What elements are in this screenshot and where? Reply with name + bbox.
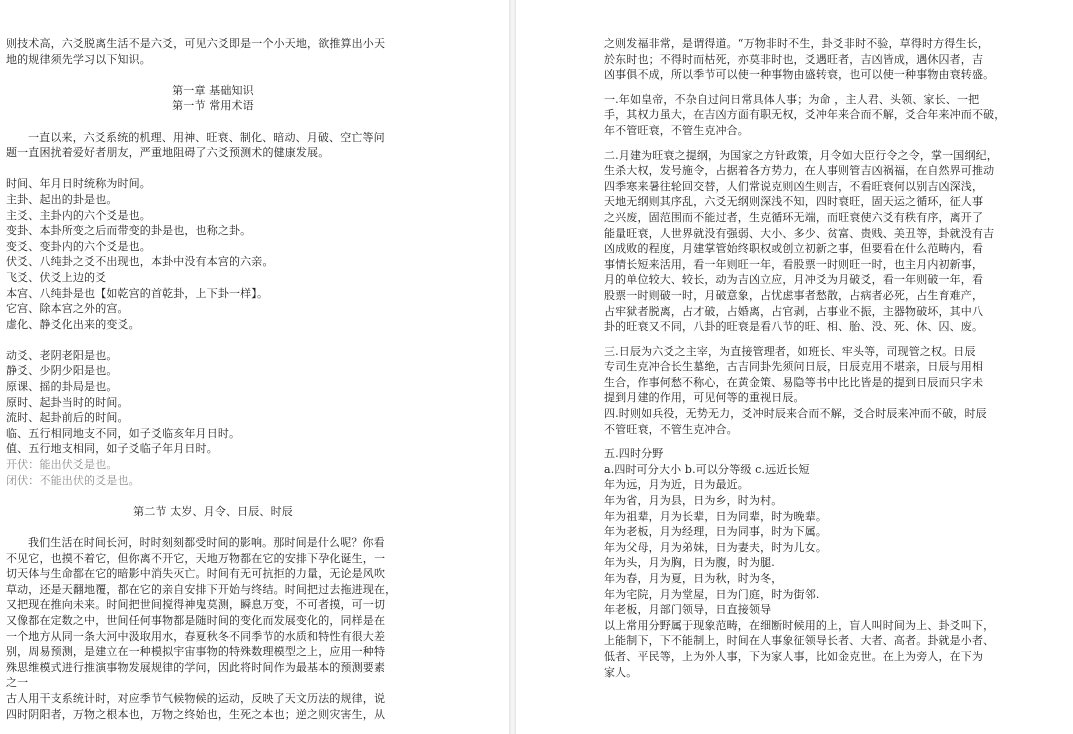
paragraph-line: 不管旺衰，不管生克冲合。	[604, 422, 738, 436]
term-item: 飞爻、伏爻上边的爻	[6, 270, 107, 284]
list-item: 年为春，月为夏，日为秋，时为冬，	[604, 572, 783, 585]
paragraph-line: 切天体与生命都在它的暗影中消失灭亡。时间有无可抗拒的力量，无论是风吹	[6, 567, 386, 581]
paragraph-line: 不见它，也摸不着它，但你离不开它，天地万物都在它的安排下孕化诞生，一	[6, 551, 386, 565]
paragraph-line: 上能制下，下不能制上，时间在人事象征领导长者、大者、高者。卦就是小者、	[604, 634, 995, 648]
term-item: 值、五行地支相同，如子爻临子年月日时。	[6, 442, 218, 456]
term-item: 它宫、除本宫之外的宫。	[6, 302, 129, 316]
term-item: 原时、起卦当时的时间。	[6, 395, 129, 409]
paragraph-line: 三.日辰为六爻之主宰，为直接管理者，如班长、牢头等，司现管之权。日辰	[604, 344, 976, 358]
list-item: 年为省，月为县，日为乡，时为村。	[604, 494, 783, 508]
list-item: 年为远，月为近，日为最近。	[604, 478, 749, 492]
paragraph-line: 能量旺衰，人世界就没有强弱、大小、多少、贫富、贵贱、美丑等，卦就没有吉	[604, 226, 995, 240]
term-item: 主卦、起出的卦是也。	[6, 192, 118, 206]
section-heading: 五.四时分野	[604, 447, 664, 461]
paragraph-line: 草动，还是天翻地覆，都在它的亲自安排下开始与终结。时间把过去拖进现在，	[6, 582, 397, 596]
page-gutter	[509, 0, 516, 734]
paragraph-line: 股票一时则破一时，月破意象，占忧虑事者愁散，占病者必死，占生育难产，	[604, 288, 984, 302]
list-item: 年为父母，月为弟妹，日为妻夫，时为儿女。	[604, 540, 827, 554]
paragraph-line: 之则发福非常，是谓得道。“万物非时不生，卦爻非时不验，草得时方得生长，	[604, 37, 989, 50]
term-item: 变爻、变卦内的六个爻是也。	[6, 239, 151, 253]
paragraph-line: 於东时也；不得时而枯死，亦莫非时也，爻遇旺者，吉凶皆成，遇休囚者，吉	[604, 52, 984, 66]
term-item: 时间、年月日时统称为时间。	[6, 177, 151, 191]
paragraph-line: 事情长短来活用，看一年则旺一年，看股票一时则旺一时，也主月内初新事，	[604, 257, 984, 271]
paragraph-line: 四时阴阳者，万物之根本也，万物之终始也，生死之本也；逆之则灾害生，从	[6, 707, 386, 721]
list-item: 年为祖辈，月为长辈，日为同辈，时为晚辈。	[604, 509, 827, 523]
intro-line: 则技术高，六爻脱离生活不是六爻，可见六爻即是一个小天地，欲推算出小天	[6, 37, 386, 50]
chapter-title: 第一章 基础知识	[172, 83, 254, 97]
paragraph-line: 我们生活在时间长河，时时刻刻都受时间的影响。那时间是什么呢？你看	[28, 536, 385, 549]
term-item: 静爻、少阴少阳是也。	[6, 364, 118, 378]
paragraph-line: 占牢狱者脱离，占才破，占婚离，占官剥，占事业不振，主器物破坏，其中八	[604, 304, 984, 318]
paragraph-line: 一直以来，六爻系统的机理、用神、旺衰、制化、暗动、月破、空亡等问	[28, 130, 385, 144]
paragraph-line: 生杀大权，发号施令，占据着各方势力，在人事则管吉凶祸福，在自然界可推动	[604, 164, 995, 178]
list-item: 年老板，月部门领导，日直接领导	[604, 603, 772, 617]
right-page	[516, 0, 1073, 734]
paragraph-line: 题一直困扰着爱好者朋友，严重地阻碍了六爻预测术的健康发展。	[6, 146, 330, 160]
paragraph-line: 别，周易预测，是建立在一种模拟宇宙事物的特殊数理模型之上，应用一种特	[6, 645, 386, 659]
list-item: 年为宅院，月为堂屋，日为门庭，时为街邻.	[604, 587, 820, 601]
paragraph-line: 凶成败的程度，月建掌管始终职权或创立初新之事，但要看在什么范畴内，看	[604, 242, 984, 256]
paragraph-line: 一个地方从同一条大河中汲取用水，春夏秋冬不同季节的水质和特性有很大差	[6, 629, 386, 643]
intro-line: 地的规律须先学习以下知识。	[6, 52, 151, 66]
section-subheading: a.四时可分大小 b.可以分等级 c.远近长短	[604, 462, 810, 476]
list-item: 年为老板，月为经理，日为同事，时为下属。	[604, 525, 827, 539]
left-text-column	[6, 36, 420, 722]
paragraph-line: 二.月建为旺衰之提纲，为国家之方针政策，月令如大臣行令之令，掌一国纲纪，	[604, 148, 998, 162]
paragraph-line: 又把现在推向未来。时间把世间搅得神鬼莫测，瞬息万变，不可者摸，可一切	[6, 598, 386, 612]
paragraph-line: 卦的旺衰又不同，八卦的旺衰是看八节的旺、相、胎、没、死、休、囚、废。	[604, 320, 984, 334]
paragraph-line: 年不管旺衰，不管生克冲合。	[604, 123, 749, 137]
paragraph-line: 专司生克冲合长生墓绝，古吉同卦先须问日辰，日辰克用不堪亲，日辰与用相	[604, 360, 984, 374]
paragraph-line: 又像都在定数之中，世间任何事物都是随时间的变化而发展变化的，同样是在	[6, 613, 386, 627]
term-item: 原课、摇的卦局是也。	[6, 380, 118, 394]
term-item: 本宫、八纯卦是也【如乾宫的首乾卦，上下卦一样】。	[6, 286, 269, 300]
term-item-grey: 闭伏：不能出伏的爻是也。	[6, 473, 140, 487]
left-page	[0, 0, 509, 734]
paragraph-line: 提到月建的作用，可见何等的重视日辰。	[604, 391, 805, 405]
right-text-column	[604, 36, 1036, 680]
section-title: 第一节 常用术语	[172, 99, 254, 113]
paragraph-line: 凶事俱不成，所以季节可以使一种事物由盛转衰，也可以使一种事物由衰转盛。	[604, 68, 995, 82]
term-item: 临、五行相同地支不同，如子爻临亥年月日时。	[6, 426, 241, 440]
list-item: 年为头，月为胸，日为腹，时为腿.	[604, 556, 775, 570]
paragraph-line: 一.年如皇帝，不杂自过问日常具体人事；为命 ，主人君、头领、家长、一把	[604, 92, 980, 106]
paragraph-line: 古人用干支系统计时，对应季节气候物候的运动，反映了天文历法的规律，说	[6, 691, 386, 705]
paragraph-line: 手，其权力虽大，在吉凶方面有职无权，爻冲年来合而不解，爻合年来冲而不破，	[604, 108, 1006, 122]
paragraph-line: 四季寒来暑往轮回交替，人们常说克则凶生则吉，不看旺衰何以别吉凶深浅，	[604, 179, 984, 193]
paragraph-line: 以上常用分野属于现象范畴，在细断时候用的上，盲人叫时间为上、卦爻叫下，	[604, 618, 995, 632]
paragraph-line: 生合，作事何愁不称心，在黄金策、易隐等书中比比皆是的提到日辰而只字未	[604, 375, 984, 389]
paragraph-line: 之一	[6, 676, 29, 690]
paragraph-line: 四.时则如兵役，无势无力，爻冲时辰来合而不解，爻合时辰来冲而不破，时辰	[604, 407, 987, 421]
paragraph-line: 低者、平民等，上为外人事，下为家人事，比如金克世。在上为旁人，在下为	[604, 649, 984, 663]
term-item: 虚化、静爻化出来的变爻。	[6, 317, 140, 331]
paragraph-line: 月的单位较大、较长，动为吉凶立应，月冲爻为月破爻，看一年则破一年，看	[604, 273, 984, 287]
term-item-grey: 开伏：能出伏爻是也。	[6, 458, 118, 472]
paragraph-line: 之兴废，固范围而不能过者，生克循环无端，而旺衰使六爻有秩有序，离开了	[604, 210, 984, 224]
paragraph-line: 殊思维模式进行推演事物发展规律的学问，因此将时间作为最基本的预测要素	[6, 660, 386, 674]
paragraph-line: 家人。	[604, 665, 638, 679]
section-title: 第二节 太岁、月令、日辰、时辰	[133, 504, 293, 518]
term-item: 主爻、主卦内的六个爻是也。	[6, 208, 151, 222]
paragraph-line: 天地无纲则其序乱，六爻无纲则深浅不知，四时衰旺，固天运之循环，征人事	[604, 195, 984, 209]
term-item: 流时、起卦前后的时间。	[6, 411, 129, 425]
term-item: 伏爻、八纯卦之爻不出现也，本卦中没有本宫的六亲。	[6, 255, 274, 269]
term-item: 动爻、老阴老阳是也。	[6, 348, 118, 362]
term-item: 变卦、本卦所变之后而带变的卦是也，也称之卦。	[6, 224, 252, 238]
